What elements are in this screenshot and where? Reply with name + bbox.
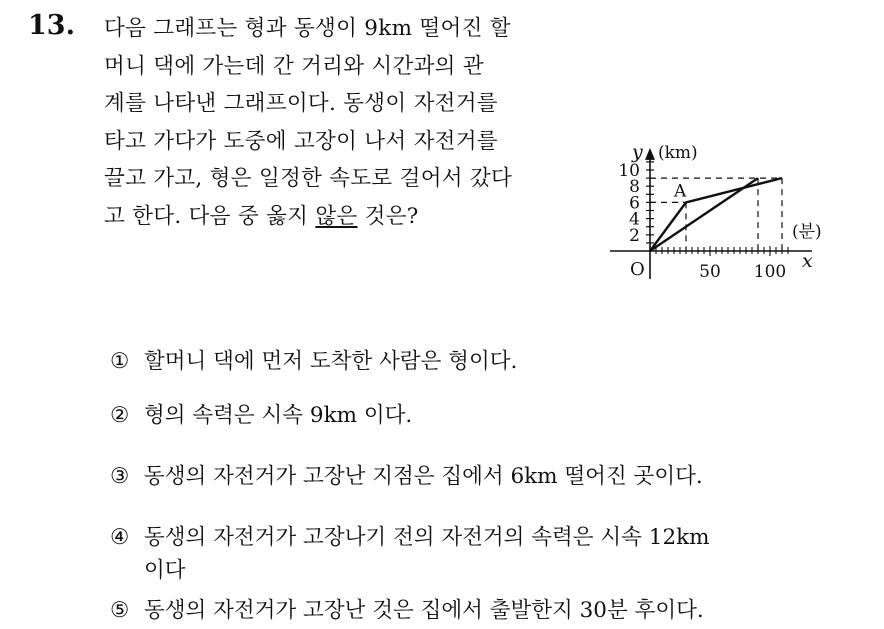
x-tick-label: 100 [753,262,787,282]
choice-4[interactable] [110,520,710,584]
choice-5[interactable] [110,593,704,624]
ticks [646,162,788,256]
stem-text: 것은? [357,203,419,229]
distance-time-graph [598,18,858,288]
question-stem [104,10,594,235]
stem-line: 끌고 가고, 형은 일정한 속도로 걸어서 갔다 [104,166,513,191]
y-tick-label: 4 [629,209,640,230]
series-line-2 [650,178,758,251]
choice-2[interactable] [110,398,412,429]
x-axis-unit: (분) [792,222,822,242]
underlined-word: 않은 [315,203,358,229]
stem-line: 타고 가다가 도중에 고장이 나서 자전거를 [104,128,498,154]
x-axis-var: x [802,250,813,272]
choice-text: 할머니 댁에 먼저 도착한 사람은 형이다. [144,349,518,374]
choice-text: 동생의 자전거가 고장나기 전의 자전거의 속력은 시속 12km [144,525,710,550]
dashed-guides [650,178,782,251]
y-axis-var: y [632,140,643,163]
y-axis-arrow [645,148,655,160]
stem-text: 고 한다. 다음 중 옳지 [104,203,316,229]
y-tick-label: 6 [629,193,640,214]
choice-text: 동생의 자전거가 고장난 것은 집에서 출발한지 30분 후이다. [144,598,704,623]
choice-mark: ④ [110,525,130,550]
choice-3[interactable] [110,459,703,490]
series-lines [650,178,782,251]
stem-line: 계를 나타낸 그래프이다. 동생이 자전거를 [104,91,498,116]
stem-line-last [104,198,594,236]
choice-mark: ③ [110,464,130,489]
choice-mark: ① [110,349,130,374]
choice-mark: ② [110,403,130,428]
question-number: 13. [28,10,75,41]
stem-line: 다음 그래프는 형과 동생이 9km 떨어진 할 [104,16,511,41]
y-tick-label: 2 [629,225,640,246]
y-tick-label: 10 [618,161,640,181]
x-tick-label: 50 [699,262,721,282]
choice-text: 형의 속력은 시속 9km 이다. [144,403,413,428]
choice-text-continued: 이다 [144,558,186,583]
y-axis-unit: (km) [658,142,698,163]
choice-1[interactable] [110,344,517,375]
origin-label: O [630,259,645,280]
series-line-1 [650,178,782,251]
point-a-label: A [674,181,687,202]
choice-text: 동생의 자전거가 고장난 지점은 집에서 6km 떨어진 곳이다. [144,464,703,489]
choice-mark: ⑤ [110,598,130,623]
stem-line: 머니 댁에 가는데 간 거리와 시간과의 관 [104,53,484,79]
y-tick-label: 8 [629,177,640,198]
